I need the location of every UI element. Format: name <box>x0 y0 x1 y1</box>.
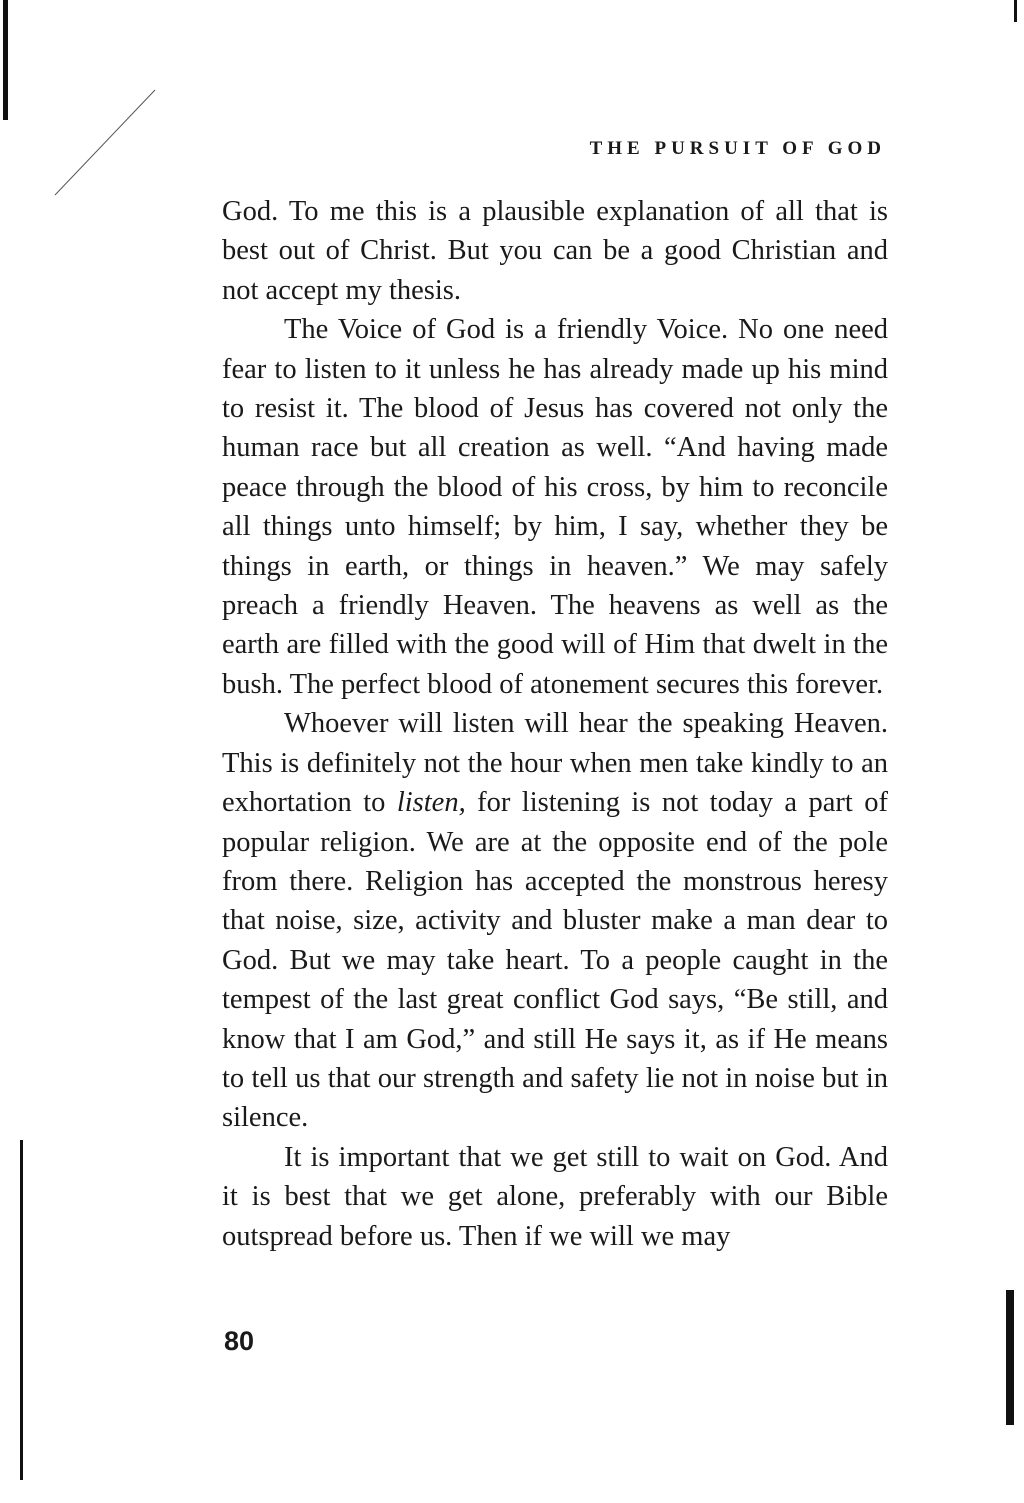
paragraph-text: for listening is not today a part of popular religion. We are at the opposite end of the pole from there. Religion has accepted the monstrous heresy that noise, size, activity and bluster make a man dear to God. But we may take heart. To a people caught in the tempest of the last great conflict God says, “Be still, and know that I am God,” and still He says it, as if He means to tell us that our strength and safety lie not in noise but in silence. <box>222 787 888 1134</box>
running-header: THE PURSUIT OF GOD <box>589 138 886 159</box>
paragraph-text: Whoever will listen will hear the speaking Heaven. This is definitely not the hour when men take kindly to an exhortation to <box>222 708 888 819</box>
paragraph <box>222 704 888 1137</box>
paragraph: It is important that we get still to wait on God. And it is best that we get alone, preferably with our Bible outspread before us. Then if we will we may <box>222 1141 888 1252</box>
paragraph: God. To me this is a plausible explanation of all that is best out of Christ. But you can be a good Christian and not accept my thesis. <box>222 196 888 306</box>
emphasis-listen: listen, <box>396 787 466 819</box>
scan-edge-left-lower <box>20 1140 23 1480</box>
scan-edge-left <box>3 0 8 120</box>
scan-edge-right <box>1006 1290 1014 1425</box>
page-number: 80 <box>224 1326 255 1356</box>
paragraph: The Voice of God is a friendly Voice. No one need fear to listen to it unless he has already made up his mind to resist it. The blood of Jesus has covered not only the human race but all creation as well. “And having made peace through the blood of his cross, by him to reconcile all things unto himself; by him, I say, whether they be things in earth, or things in heaven.” We may safely preach a friendly Heaven. The heavens as well as the earth are filled with the good will of Him that dwelt in the bush. The perfect blood of atonement secures this forever. <box>222 314 888 700</box>
body-text <box>222 192 888 1256</box>
scan-edge-right-upper <box>1014 0 1017 22</box>
scan-pencil-mark <box>50 80 160 200</box>
